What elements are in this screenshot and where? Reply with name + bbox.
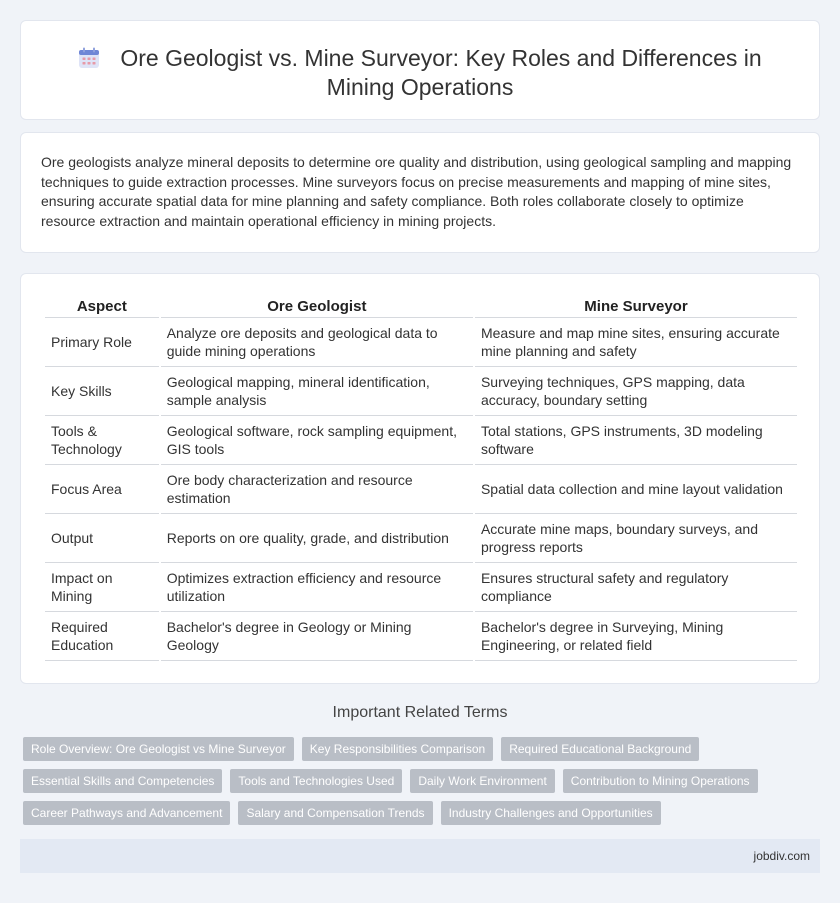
ore-geologist-cell: Geological software, rock sampling equipment, GIS tools: [161, 416, 473, 465]
ore-geologist-cell: Optimizes extraction efficiency and resource utilization: [161, 563, 473, 612]
header-ore-geologist: Ore Geologist: [161, 296, 473, 318]
ore-geologist-cell: Analyze ore deposits and geological data to guide mining operations: [161, 318, 473, 367]
aspect-cell: Key Skills: [45, 367, 159, 416]
mine-surveyor-cell: Spatial data collection and mine layout validation: [475, 465, 797, 514]
table-row: [45, 465, 797, 514]
aspect-cell: Output: [45, 514, 159, 563]
related-term-tag[interactable]: Role Overview: Ore Geologist vs Mine Surveyor: [23, 737, 294, 761]
related-term-tag[interactable]: Tools and Technologies Used: [230, 769, 402, 793]
ore-geologist-cell: Geological mapping, mineral identification, sample analysis: [161, 367, 473, 416]
page-title: Ore Geologist vs. Mine Surveyor: Key Roles and Differences in Mining Operations: [120, 45, 762, 100]
aspect-cell: Required Education: [45, 612, 159, 661]
calendar-icon: [78, 47, 100, 69]
table-row: [45, 563, 797, 612]
footer: [20, 839, 820, 873]
table-row: [45, 612, 797, 661]
table-header-row: [45, 296, 797, 318]
page-title-wrap: [21, 44, 819, 102]
intro-card: [20, 132, 820, 253]
header-mine-surveyor: Mine Surveyor: [475, 296, 797, 318]
intro-paragraph: Ore geologists analyze mineral deposits to determine ore quality and distribution, using geological sampling and mapping techniques to guide extraction processes. Mine surveyors focus on precise measurements and mapping of mine sites, ensuring accurate spatial data for mine planning and safety compliance. Both roles collaborate closely to optimize resource extraction and maintain operational efficiency in mining projects.: [41, 154, 792, 229]
related-term-tag[interactable]: Essential Skills and Competencies: [23, 769, 222, 793]
table-row: [45, 318, 797, 367]
mine-surveyor-cell: Ensures structural safety and regulatory compliance: [475, 563, 797, 612]
aspect-cell: Tools & Technology: [45, 416, 159, 465]
related-term-tag[interactable]: Daily Work Environment: [410, 769, 554, 793]
title-card: [20, 20, 820, 120]
aspect-cell: Primary Role: [45, 318, 159, 367]
related-terms-list: [23, 737, 803, 825]
mine-surveyor-cell: Measure and map mine sites, ensuring accurate mine planning and safety: [475, 318, 797, 367]
mine-surveyor-cell: Accurate mine maps, boundary surveys, and progress reports: [475, 514, 797, 563]
aspect-cell: Focus Area: [45, 465, 159, 514]
table-row: [45, 367, 797, 416]
related-term-tag[interactable]: Required Educational Background: [501, 737, 699, 761]
related-term-tag[interactable]: Career Pathways and Advancement: [23, 801, 230, 825]
ore-geologist-cell: Reports on ore quality, grade, and distribution: [161, 514, 473, 563]
mine-surveyor-cell: Surveying techniques, GPS mapping, data accuracy, boundary setting: [475, 367, 797, 416]
related-term-tag[interactable]: Salary and Compensation Trends: [238, 801, 432, 825]
mine-surveyor-cell: Bachelor's degree in Surveying, Mining Engineering, or related field: [475, 612, 797, 661]
footer-site-link[interactable]: jobdiv.com: [753, 849, 810, 863]
related-term-tag[interactable]: Industry Challenges and Opportunities: [441, 801, 661, 825]
ore-geologist-cell: Bachelor's degree in Geology or Mining Geology: [161, 612, 473, 661]
related-term-tag[interactable]: Contribution to Mining Operations: [563, 769, 758, 793]
comparison-card: [20, 273, 820, 684]
related-term-tag[interactable]: Key Responsibilities Comparison: [302, 737, 493, 761]
table-row: [45, 514, 797, 563]
aspect-cell: Impact on Mining: [45, 563, 159, 612]
related-terms-heading: Important Related Terms: [332, 704, 508, 721]
ore-geologist-cell: Ore body characterization and resource estimation: [161, 465, 473, 514]
mine-surveyor-cell: Total stations, GPS instruments, 3D modeling software: [475, 416, 797, 465]
header-aspect: Aspect: [45, 296, 159, 318]
comparison-table: [43, 296, 799, 661]
table-row: [45, 416, 797, 465]
